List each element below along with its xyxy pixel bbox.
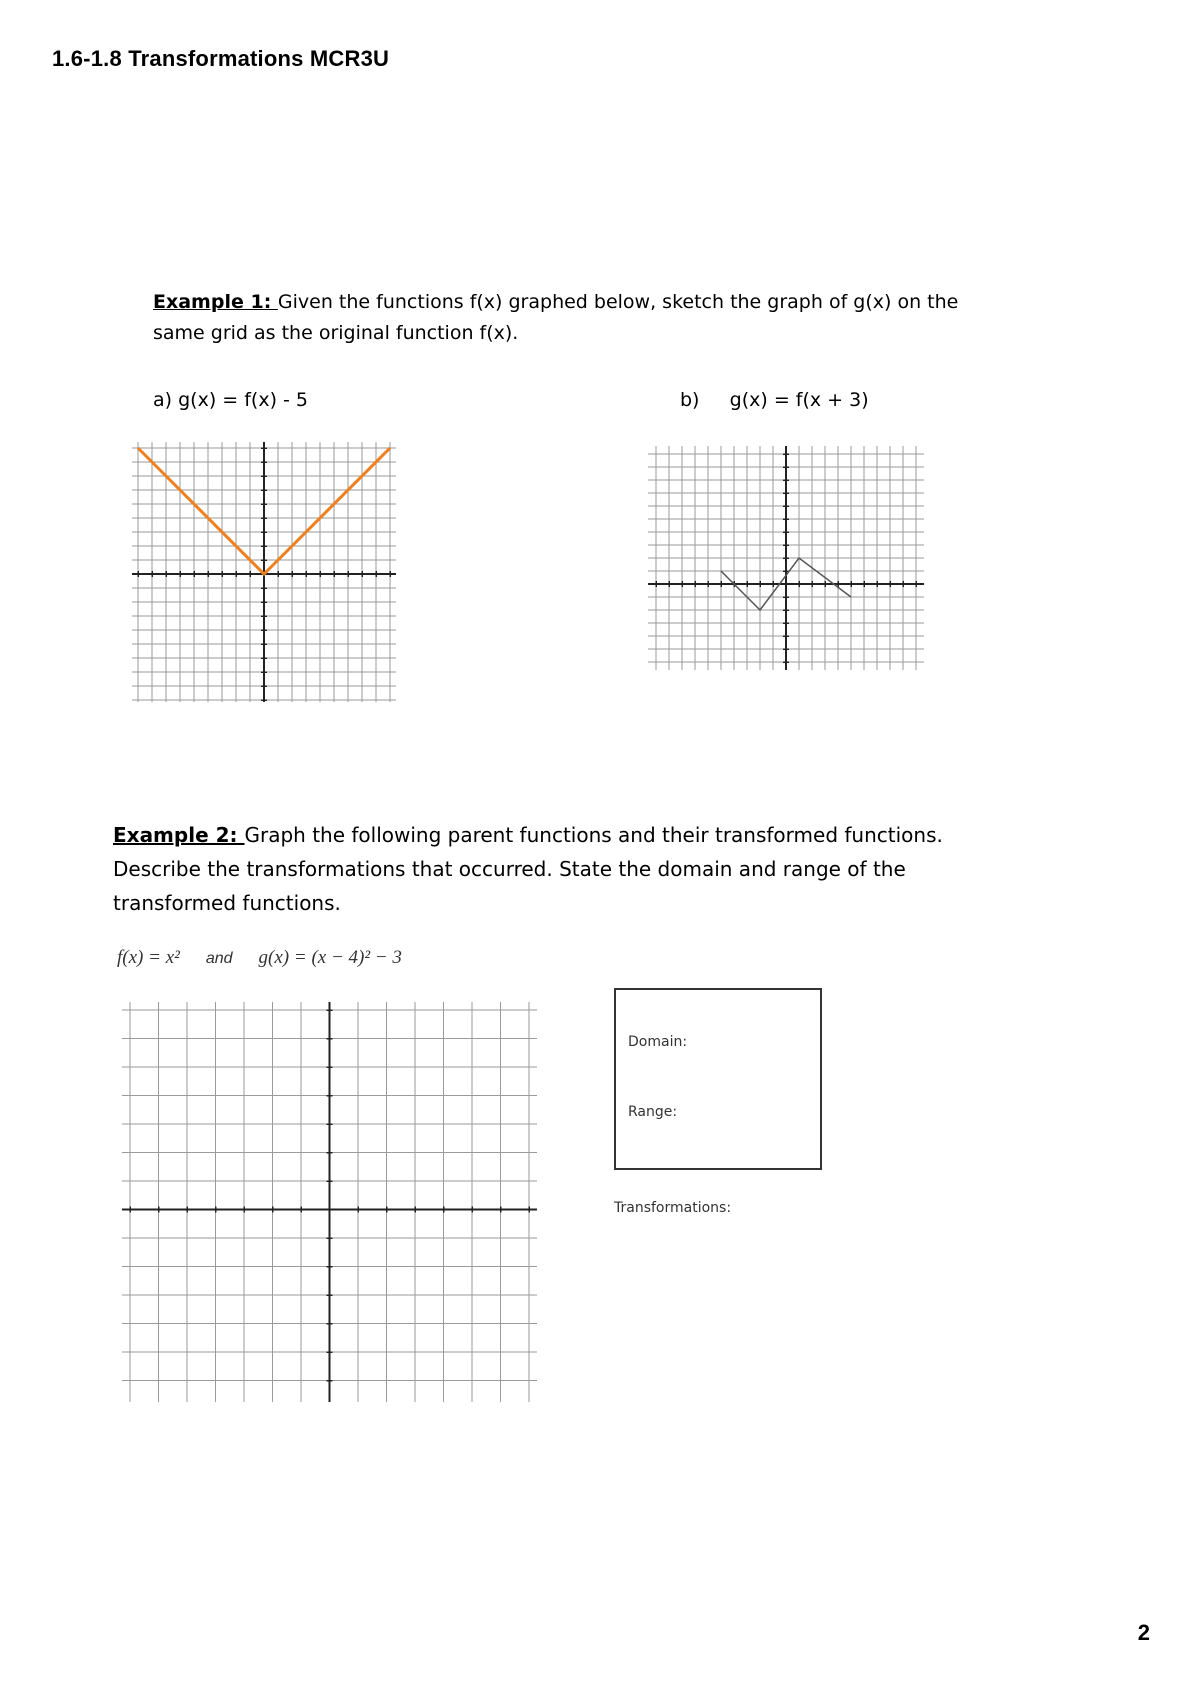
- graph-a-grid: [130, 440, 415, 702]
- domain-range-box: [614, 988, 822, 1170]
- example2-label: Example 2:: [113, 823, 245, 847]
- transformations-label: Transformations:: [614, 1200, 732, 1216]
- example1-instructions: [153, 287, 1053, 349]
- g-formula: g(x) = (x − 4)² − 3: [258, 947, 402, 968]
- graph-b-grid: [648, 446, 998, 708]
- example2-text-line1: Graph the following parent functions and their transformed functions.: [244, 823, 943, 847]
- example1-label: Example 1:: [153, 291, 278, 313]
- example2-text-line3: transformed functions.: [113, 891, 341, 915]
- page-number: 2: [1137, 1620, 1150, 1645]
- example1-text-line1: Given the functions f(x) graphed below, sketch the graph of g(x) on the: [277, 291, 959, 313]
- example1-part-b: b) g(x) = f(x + 3): [680, 389, 869, 411]
- range-label: Range:: [628, 1104, 678, 1120]
- domain-label: Domain:: [628, 1034, 688, 1050]
- and-word: and: [205, 950, 233, 967]
- example2-instructions: [113, 818, 1073, 920]
- page-header-title: 1.6-1.8 Transformations MCR3U: [52, 46, 390, 71]
- example2-formulas: [117, 947, 402, 969]
- f-formula: f(x) = x²: [117, 947, 180, 968]
- example1-text-line2: same grid as the original function f(x).: [153, 322, 519, 344]
- example2-text-line2: Describe the transformations that occurred. State the domain and range of the: [113, 857, 906, 881]
- example1-part-a: a) g(x) = f(x) - 5: [153, 389, 309, 411]
- example2-grid: [120, 1000, 560, 1402]
